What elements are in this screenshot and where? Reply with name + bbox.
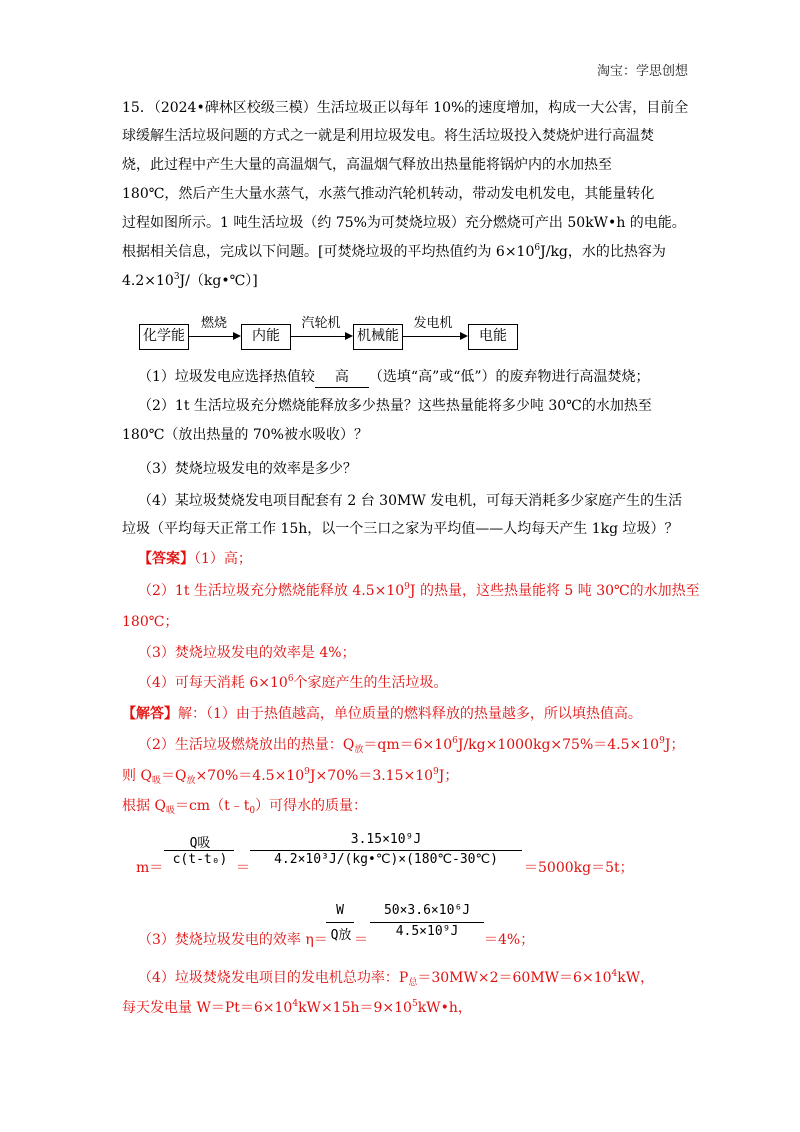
question-line-7: $4.2\times 10^3J/(kg•℃)$] <box>122 272 258 289</box>
mass-frac2-bar <box>250 850 522 851</box>
flow-arrow-2 <box>291 336 351 337</box>
eta-frac2-bar <box>370 922 484 923</box>
question-line-5: 过程如图所示。1 吨生活垃圾（约 75%为可焚烧垃圾）充分燃烧可产出 50kW•h 的电能。 <box>122 215 686 231</box>
flow-label-turbine: 汽轮机 <box>301 316 341 331</box>
question-line-4: 180℃，然后产生大量水蒸气，水蒸气推动汽轮机转动，带动发电机发电，其能量转化 <box>122 186 655 202</box>
solution-line-6: （4）垃圾焚烧发电项目的发电机总功率：$P_总=30MW\times 2=60MW=6\times 10^4kW$， <box>138 969 655 988</box>
mass-frac1-denominator: c(t-t₀) <box>172 852 228 867</box>
mass-formula-prefix: m＝ <box>136 860 164 876</box>
energy-flow-diagram <box>139 318 519 354</box>
eta-frac1-bar <box>326 922 354 923</box>
mass-formula-result: ＝5000kg＝5t； <box>524 860 634 876</box>
question-line-2: 球缓解生活垃圾问题的方式之一就是利用垃圾发电。将生活垃圾投入焚烧炉进行高温焚 <box>122 128 654 144</box>
question-line-3: 烧，此过程中产生大量的高温烟气，高温烟气释放出热量能将锅炉内的水加热至 <box>122 157 612 173</box>
fill-blank: 高 <box>315 367 369 388</box>
solution-line-4: 根据 $Q_吸=cm(t﹣t_0)$可得水的质量： <box>122 798 368 816</box>
subquestion-1: （1）垃圾发电应选择热值较 高 （选填“高”或“低”）的废弃物进行高温焚烧； <box>138 367 650 388</box>
subquestion-2b: 180℃（放出热量的 70%被水吸收）？ <box>122 427 368 443</box>
eta-frac1-denominator: Q放 <box>330 928 352 943</box>
flow-label-generator: 发电机 <box>413 316 453 331</box>
solution-line-7: 每天发电量 $W=Pt=6\times 10^4kW\times 15h=9\times 10^5kW•h$， <box>122 999 472 1016</box>
solution-tag: 【解答】 <box>122 706 178 722</box>
flow-arrow-1 <box>189 336 239 337</box>
solution-line-1: 【解答】解：（1）由于热值越高，单位质量的燃料释放的热量越多，所以填热值高。 <box>122 706 642 722</box>
flow-box-electric: 电能 <box>468 324 518 350</box>
solution-line-2: （2）生活垃圾燃烧放出的热量：$Q_放=qm=6\times 10^6J/kg\times 1000kg\times 75\%=4.5\times 10^9J$； <box>138 736 685 755</box>
answer-line-4: （3）焚烧垃圾发电的效率是 4%； <box>138 645 356 661</box>
subquestion-2a: （2）1t 生活垃圾充分燃烧能释放多少热量？这些热量能将多少吨 30℃的水加热至 <box>138 398 652 414</box>
question-line-1: 15．（2024•碑林区校级三模）生活垃圾正以每年 10%的速度增加，构成一大公害，目前全 <box>122 100 689 116</box>
mass-frac1-numerator: Q吸 <box>189 836 211 851</box>
flow-arrow-3 <box>403 336 466 337</box>
answer-tag: 【答案】 <box>138 551 194 567</box>
efficiency-formula-result: ＝4%； <box>484 932 535 948</box>
eta-frac2-numerator: 50×3.6×10⁶J <box>383 903 471 918</box>
answer-line-5: （4）可每天消耗 $6\times 10^6$个家庭产生的生活垃圾。 <box>138 674 448 691</box>
subquestion-3: （3）焚烧垃圾发电的效率是多少？ <box>138 461 357 477</box>
page-header: 淘宝：学思创想 <box>596 64 688 79</box>
mass-formula-equals: ＝ <box>236 860 250 876</box>
solution-line-3: 则 $Q_吸=Q_放\times 70\%=4.5\times 10^9J\times 70\%=3.15\times 10^9J$； <box>122 767 459 786</box>
mass-frac2-denominator: 4.2×10³J/(kg•℃)×(180℃-30℃) <box>274 852 498 867</box>
subquestion-4b: 垃圾（平均每天正常工作 15h，以一个三口之家为平均值——人均每天产生 1kg 垃圾）？ <box>122 521 679 537</box>
answer-line-3: 180℃； <box>122 614 179 630</box>
efficiency-formula-prefix: （3）焚烧垃圾发电的效率 η＝ <box>138 932 328 948</box>
flow-box-chemical: 化学能 <box>139 324 189 350</box>
mass-frac2-numerator: 3.15×10⁹J <box>350 832 422 847</box>
flow-box-mechanical: 机械能 <box>353 324 403 350</box>
subquestion-4a: （4）某垃圾焚烧发电项目配套有 2 台 30MW 发电机，可每天消耗多少家庭产生的生活 <box>138 493 683 509</box>
question-line-6: 根据相关信息，完成以下问题。[可焚烧垃圾的平均热值约为 $6\times 10^6J/kg$，水的比热容为 <box>122 243 666 260</box>
eta-frac2-denominator: 4.5×10⁹J <box>395 924 459 939</box>
answer-line-2: （2）1t 生活垃圾充分燃烧能释放 $4.5\times 10^9J$ 的热量，这些热量能将 5 吨 30℃的水加热至 <box>138 582 700 599</box>
question-number: 15． <box>122 100 154 116</box>
flow-box-internal: 内能 <box>241 324 291 350</box>
flow-label-burn: 燃烧 <box>200 316 227 331</box>
eta-frac1-numerator: W <box>336 903 344 918</box>
mass-frac1-bar <box>164 850 234 851</box>
efficiency-formula-equals: ＝ <box>354 932 368 948</box>
answer-line-1: 【答案】（1）高； <box>138 551 252 567</box>
